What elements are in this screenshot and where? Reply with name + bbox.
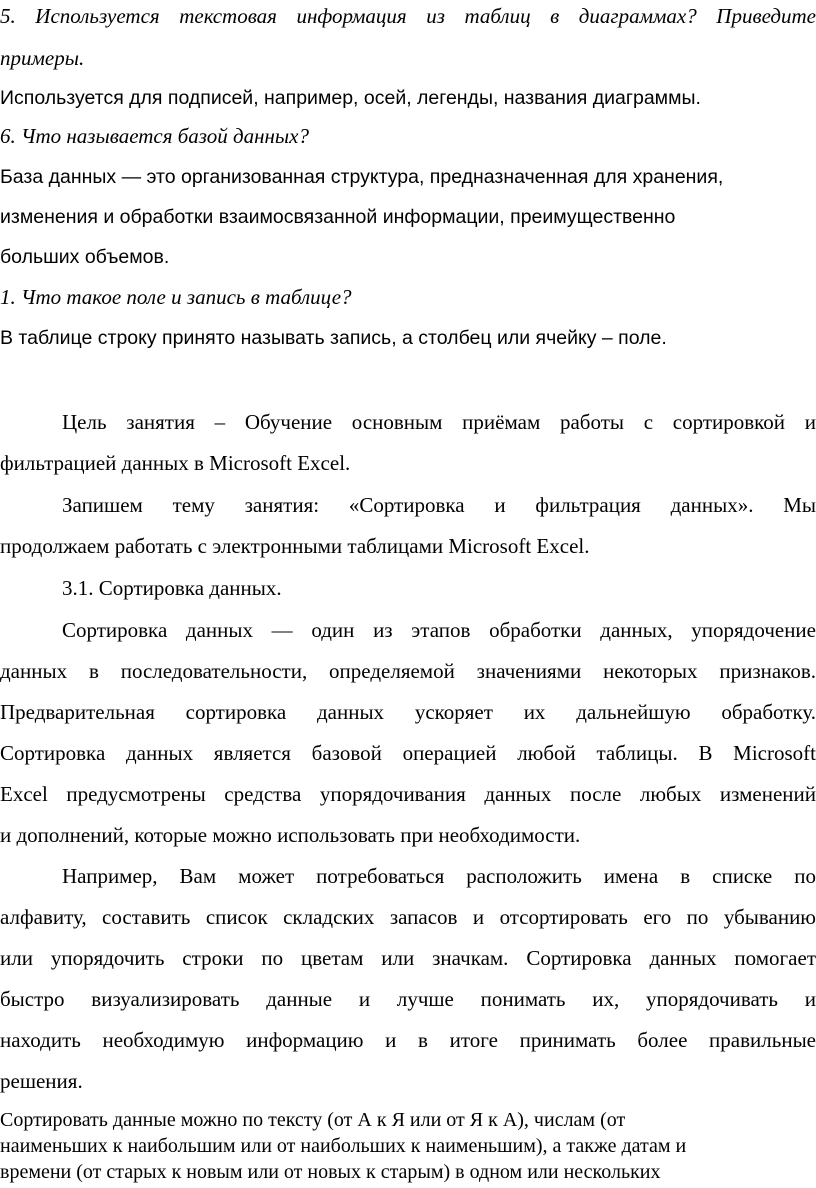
paragraph-2-line-4: быстро визуализировать данные и лучше понимать их, упорядочивать и	[0, 987, 816, 1011]
question-1: 1. Что такое поле и запись в таблице?	[0, 285, 352, 309]
goal-line-2: фильтрацией данных в Microsoft Excel.	[0, 451, 351, 475]
question-5-line-2: примеры.	[0, 46, 85, 70]
answer-6-line-3: больших объемов.	[0, 246, 170, 268]
question-6: 6. Что называется базой данных?	[0, 124, 309, 148]
paragraph-1-line-1: Сортировка данных — один из этапов обработки данных, упорядочение	[62, 618, 816, 642]
paragraph-1-line-2: данных в последовательности, определяемой значениями некоторых признаков.	[0, 659, 816, 683]
paragraph-2-line-6: решения.	[0, 1069, 83, 1093]
goal-line-1: Цель занятия – Обучение основным приёмам работы с сортировкой и	[62, 410, 816, 434]
paragraph-3-line-2: наименьших к наибольшим или от наибольших к наименьшим), а также датам и	[0, 1135, 687, 1157]
paragraph-2-line-5: находить необходимую информацию и в итоге принимать более правильные	[0, 1028, 816, 1052]
topic-line-1: Запишем тему занятия: «Сортировка и фильтрация данных». Мы	[62, 493, 816, 517]
paragraph-1-line-4: Сортировка данных является базовой операцией любой таблицы. В Microsoft	[0, 741, 816, 765]
paragraph-2-line-1: Например, Вам может потребоваться расположить имена в списке по	[62, 864, 816, 888]
paragraph-1-line-6: и дополнений, которые можно использовать при необходимости.	[0, 823, 581, 847]
paragraph-3-line-3: времени (от старых к новым или от новых к старым) в одном или нескольких	[0, 1161, 661, 1183]
topic-line-2: продолжаем работать с электронными таблицами Microsoft Excel.	[0, 534, 590, 558]
question-5-line-1: 5. Используется текстовая информация из таблиц в диаграммах? Приведите	[0, 4, 816, 28]
paragraph-2-line-3: или упорядочить строки по цветам или значкам. Сортировка данных помогает	[0, 946, 816, 970]
paragraph-1-line-3: Предварительная сортировка данных ускоряет их дальнейшую обработку.	[0, 700, 816, 724]
answer-1: В таблице строку принято называть запись, а столбец или ячейку – поле.	[0, 327, 667, 349]
answer-5: Используется для подписей, например, осей, легенды, названия диаграммы.	[0, 87, 701, 109]
paragraph-3-line-1: Сортировать данные можно по тексту (от А к Я или от Я к А), числам (от	[0, 1109, 626, 1131]
paragraph-2-line-2: алфавиту, составить список складских запасов и отсортировать его по убыванию	[0, 905, 816, 929]
section-heading: 3.1. Сортировка данных.	[62, 576, 282, 600]
answer-6-line-1: База данных — это организованная структура, предназначенная для хранения,	[0, 166, 724, 188]
answer-6-line-2: изменения и обработки взаимосвязанной информации, преимущественно	[0, 206, 676, 228]
paragraph-1-line-5: Excel предусмотрены средства упорядочивания данных после любых изменений	[0, 782, 816, 806]
